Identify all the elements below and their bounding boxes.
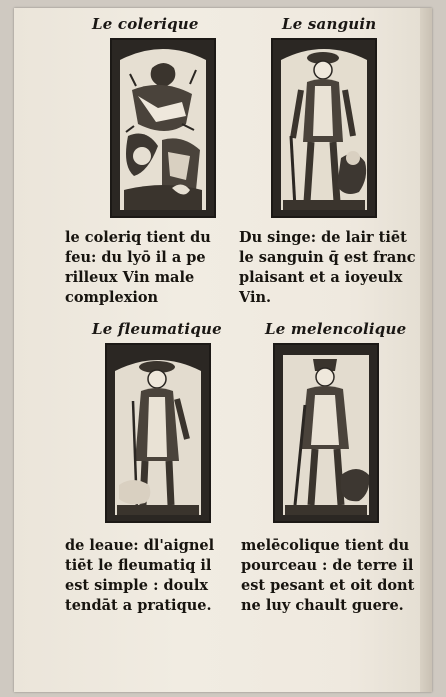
verse-line: rilleux Vin male <box>65 269 195 286</box>
verse-line: de leaue: dl'aignel <box>65 537 215 554</box>
melancholic-woodcut-icon <box>273 343 379 523</box>
verse-line: tendāt a pratique. <box>65 597 212 614</box>
sanguine-woodcut-icon <box>271 38 377 218</box>
title-colerique: Le colerique <box>92 15 199 33</box>
verse-melencolique <box>241 536 414 616</box>
verse-sanguin <box>239 228 416 308</box>
verse-fleumatique <box>65 536 214 616</box>
verse-colerique <box>65 228 211 308</box>
verse-line: ne luy chault guere. <box>241 597 404 614</box>
verse-line: melēcolique tient du <box>241 537 410 554</box>
title-melencolique: Le melencolique <box>265 320 407 338</box>
verse-line: le coleriq tient du <box>65 229 211 246</box>
verse-line: tiēt le fleumatiq il <box>65 557 212 574</box>
title-sanguin: Le sanguin <box>282 15 377 33</box>
page-edge <box>420 8 432 692</box>
title-fleumatique: Le fleumatique <box>92 320 222 338</box>
choleric-woodcut-icon <box>110 38 216 218</box>
verse-line: complexion <box>65 289 159 306</box>
verse-line: Vin. <box>239 289 272 306</box>
verse-line: Du singe: de lair tiēt <box>239 229 407 246</box>
verse-line: pourceau : de terre il <box>241 557 414 574</box>
verse-line: est pesant et oit dont <box>241 577 415 594</box>
phlegmatic-woodcut-icon <box>105 343 211 523</box>
verse-line: plaisant et a ioyeulx <box>239 269 403 286</box>
verse-line: le sanguin q̄ est franc <box>239 249 416 266</box>
verse-line: est simple : doulx <box>65 577 208 594</box>
verse-line: feu: du lyō il a pe <box>65 249 206 266</box>
